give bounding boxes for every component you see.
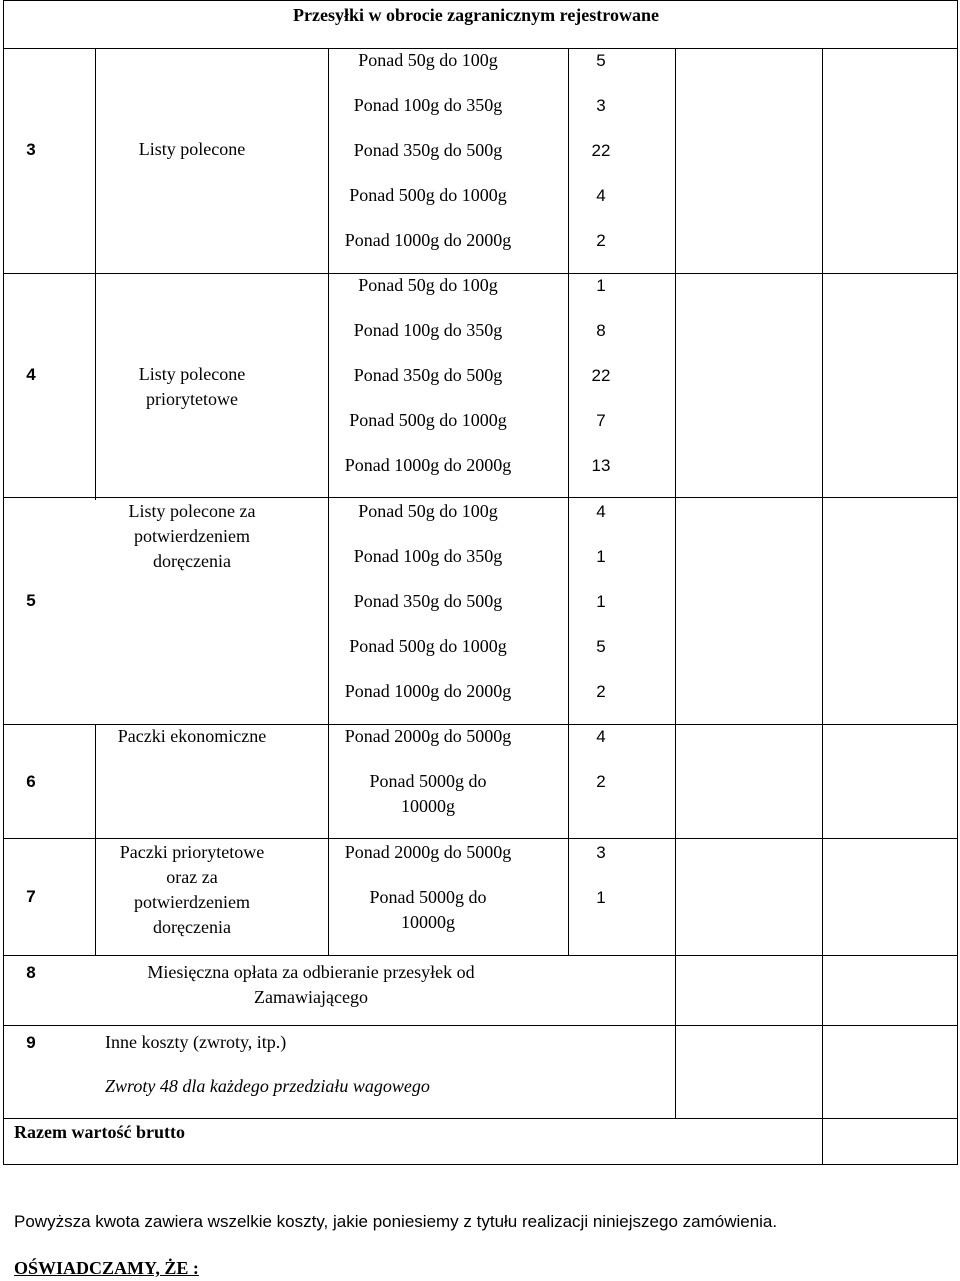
quantity: 3 bbox=[596, 96, 606, 115]
quantity: 5 bbox=[596, 51, 606, 70]
row-number: 9 bbox=[26, 1033, 36, 1052]
footer-note: Powyższa kwota zawiera wszelkie koszty, jakie poniesiemy z tytułu realizacji niniejszego zamówienia. bbox=[14, 1212, 778, 1231]
row-divider bbox=[3, 497, 958, 498]
service-name: Miesięczna opłata za odbieranie przesyłek od bbox=[147, 962, 475, 982]
weight-range: Ponad 350g do 500g bbox=[353, 365, 503, 385]
service-name: Listy polecone za bbox=[128, 501, 256, 521]
service-name: potwierdzeniem bbox=[134, 892, 250, 912]
quantity: 22 bbox=[591, 366, 611, 385]
quantity: 1 bbox=[596, 592, 606, 611]
quantity: 13 bbox=[591, 456, 611, 475]
table-border-left bbox=[3, 0, 4, 1165]
weight-range: Ponad 500g do 1000g bbox=[349, 636, 507, 656]
declaration-heading: OŚWIADCZAMY, ŻE : bbox=[14, 1258, 199, 1278]
row-divider bbox=[3, 955, 958, 956]
weight-range: Ponad 500g do 1000g bbox=[349, 185, 507, 205]
section-title: Przesyłki w obrocie zagranicznym rejestrowane bbox=[293, 5, 659, 25]
row-number: 5 bbox=[26, 591, 36, 610]
row-divider bbox=[3, 1118, 958, 1119]
weight-range: Ponad 100g do 350g bbox=[353, 95, 503, 115]
quantity: 4 bbox=[596, 502, 606, 521]
service-name: oraz za bbox=[166, 867, 218, 887]
weight-range: Ponad 5000g do bbox=[369, 887, 487, 907]
service-name: Listy polecone bbox=[138, 364, 246, 384]
weight-range: Ponad 1000g do 2000g bbox=[344, 681, 512, 701]
service-name: doręczenia bbox=[153, 551, 231, 571]
quantity: 1 bbox=[596, 888, 606, 907]
weight-range: Ponad 100g do 350g bbox=[353, 546, 503, 566]
col-divider-name bbox=[328, 48, 329, 955]
row-divider bbox=[3, 838, 958, 839]
quantity: 4 bbox=[596, 186, 606, 205]
service-name: doręczenia bbox=[153, 917, 231, 937]
weight-range: Ponad 2000g do 5000g bbox=[344, 842, 512, 862]
col-divider-num bbox=[95, 48, 96, 500]
weight-range: Ponad 500g do 1000g bbox=[349, 410, 507, 430]
weight-range: Ponad 350g do 500g bbox=[353, 140, 503, 160]
row-number: 3 bbox=[26, 140, 36, 159]
col-divider-qty bbox=[675, 48, 676, 1118]
weight-range: Ponad 5000g do bbox=[369, 771, 487, 791]
quantity: 3 bbox=[596, 843, 606, 862]
table-border-bottom bbox=[3, 1164, 958, 1165]
row-number: 4 bbox=[26, 365, 36, 384]
quantity: 5 bbox=[596, 637, 606, 656]
service-name: Paczki ekonomiczne bbox=[117, 726, 267, 746]
quantity: 2 bbox=[596, 772, 606, 791]
service-name: Inne koszty (zwroty, itp.) bbox=[105, 1032, 287, 1052]
row-number: 6 bbox=[26, 772, 36, 791]
service-name: Zamawiającego bbox=[254, 987, 368, 1007]
weight-range: Ponad 350g do 500g bbox=[353, 591, 503, 611]
quantity: 8 bbox=[596, 321, 606, 340]
total-label: Razem wartość brutto bbox=[14, 1122, 185, 1142]
col-divider-num bbox=[95, 724, 96, 955]
weight-range: Ponad 1000g do 2000g bbox=[344, 455, 512, 475]
row-number: 7 bbox=[26, 887, 36, 906]
service-name: priorytetowe bbox=[146, 389, 238, 409]
weight-range: 10000g bbox=[401, 912, 455, 932]
quantity: 22 bbox=[591, 141, 611, 160]
weight-range: 10000g bbox=[401, 796, 455, 816]
row-divider bbox=[3, 1025, 958, 1026]
quantity: 4 bbox=[596, 727, 606, 746]
quantity: 2 bbox=[596, 682, 606, 701]
table-border-right bbox=[957, 0, 958, 1165]
weight-range: Ponad 2000g do 5000g bbox=[344, 726, 512, 746]
col-divider-price bbox=[822, 48, 823, 1165]
service-name: Paczki priorytetowe bbox=[119, 842, 265, 862]
quantity: 1 bbox=[596, 547, 606, 566]
table-border-top bbox=[3, 0, 958, 1]
weight-range: Ponad 1000g do 2000g bbox=[344, 230, 512, 250]
returns-note: Zwroty 48 dla każdego przedziału wagowego bbox=[105, 1076, 430, 1096]
row-number: 8 bbox=[26, 963, 36, 982]
weight-range: Ponad 50g do 100g bbox=[358, 50, 498, 70]
quantity: 2 bbox=[596, 231, 606, 250]
quantity: 7 bbox=[596, 411, 606, 430]
weight-range: Ponad 50g do 100g bbox=[358, 275, 498, 295]
service-name: potwierdzeniem bbox=[134, 526, 250, 546]
quantity: 1 bbox=[596, 276, 606, 295]
weight-range: Ponad 100g do 350g bbox=[353, 320, 503, 340]
col-divider-range bbox=[568, 48, 569, 955]
service-name: Listy polecone bbox=[138, 139, 246, 159]
weight-range: Ponad 50g do 100g bbox=[358, 501, 498, 521]
